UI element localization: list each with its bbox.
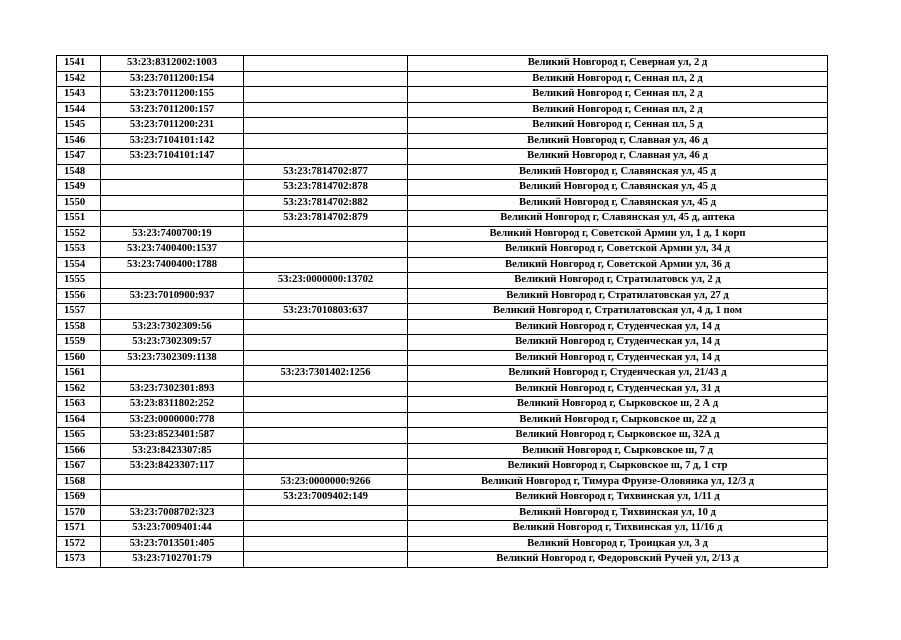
cadastral-number-cell: 53:23:0000000:778 (101, 412, 244, 428)
row-number-cell: 1572 (57, 536, 101, 552)
address-cell: Великий Новгород г, Славянская ул, 45 д, аптека (408, 211, 828, 227)
cadastral-number-alt-cell (244, 319, 408, 335)
row-number-cell: 1546 (57, 133, 101, 149)
table-row (57, 443, 828, 459)
row-number-cell: 1562 (57, 381, 101, 397)
table-row (57, 459, 828, 475)
cadastral-number-alt-cell (244, 288, 408, 304)
cadastral-number-alt-cell: 53:23:0000000:9266 (244, 474, 408, 490)
cadastral-number-cell: 53:23:7010900:937 (101, 288, 244, 304)
address-cell: Великий Новгород г, Федоровский Ручей ул, 2/13 д (408, 552, 828, 568)
address-cell: Великий Новгород г, Славная ул, 46 д (408, 133, 828, 149)
address-cell: Великий Новгород г, Стратилатовск ул, 2 д (408, 273, 828, 289)
cadastral-number-alt-cell: 53:23:7814702:879 (244, 211, 408, 227)
cadastral-number-cell (101, 164, 244, 180)
address-cell: Великий Новгород г, Сенная пл, 5 д (408, 118, 828, 134)
address-cell: Великий Новгород г, Стратилатовская ул, 4 д, 1 пом (408, 304, 828, 320)
cadastral-number-alt-cell (244, 87, 408, 103)
cadastral-number-alt-cell (244, 521, 408, 537)
address-cell: Великий Новгород г, Сенная пл, 2 д (408, 102, 828, 118)
cadastral-number-cell (101, 180, 244, 196)
row-number-cell: 1541 (57, 56, 101, 72)
cadastral-number-cell: 53:23:7400700:19 (101, 226, 244, 242)
table-row (57, 211, 828, 227)
cadastral-number-alt-cell (244, 443, 408, 459)
address-cell: Великий Новгород г, Тимура Фрунзе-Оловянка ул, 12/3 д (408, 474, 828, 490)
cadastral-number-cell: 53:23:7013501:405 (101, 536, 244, 552)
cadastral-number-cell: 53:23:8312002:1003 (101, 56, 244, 72)
table-row (57, 490, 828, 506)
row-number-cell: 1561 (57, 366, 101, 382)
row-number-cell: 1569 (57, 490, 101, 506)
cadastral-number-cell: 53:23:7104101:147 (101, 149, 244, 165)
address-cell: Великий Новгород г, Сырковское ш, 7 д, 1 стр (408, 459, 828, 475)
address-cell: Великий Новгород г, Советской Армии ул, 34 д (408, 242, 828, 258)
cadastral-number-cell: 53:23:7302309:56 (101, 319, 244, 335)
cadastral-number-alt-cell (244, 242, 408, 258)
address-cell: Великий Новгород г, Славная ул, 46 д (408, 149, 828, 165)
cadastral-number-cell: 53:23:7302301:893 (101, 381, 244, 397)
row-number-cell: 1545 (57, 118, 101, 134)
cadastral-number-cell: 53:23:7008702:323 (101, 505, 244, 521)
cadastral-number-cell: 53:23:7011200:231 (101, 118, 244, 134)
cadastral-number-cell: 53:23:7011200:157 (101, 102, 244, 118)
table-row (57, 474, 828, 490)
cadastral-number-alt-cell: 53:23:0000000:13702 (244, 273, 408, 289)
cadastral-number-alt-cell: 53:23:7814702:882 (244, 195, 408, 211)
row-number-cell: 1566 (57, 443, 101, 459)
cadastral-number-cell: 53:23:7400400:1537 (101, 242, 244, 258)
cadastral-number-cell: 53:23:7302309:57 (101, 335, 244, 351)
cadastral-number-alt-cell (244, 226, 408, 242)
row-number-cell: 1554 (57, 257, 101, 273)
address-cell: Великий Новгород г, Сенная пл, 2 д (408, 71, 828, 87)
cadastral-number-cell: 53:23:7104101:142 (101, 133, 244, 149)
row-number-cell: 1544 (57, 102, 101, 118)
table-row (57, 552, 828, 568)
cadastral-number-alt-cell (244, 552, 408, 568)
table-row (57, 195, 828, 211)
row-number-cell: 1573 (57, 552, 101, 568)
cadastral-number-alt-cell: 53:23:7301402:1256 (244, 366, 408, 382)
address-cell: Великий Новгород г, Студенческая ул, 21/43 д (408, 366, 828, 382)
address-cell: Великий Новгород г, Тихвинская ул, 1/11 д (408, 490, 828, 506)
cadastral-number-alt-cell (244, 459, 408, 475)
row-number-cell: 1552 (57, 226, 101, 242)
row-number-cell: 1548 (57, 164, 101, 180)
table-row (57, 335, 828, 351)
row-number-cell: 1542 (57, 71, 101, 87)
cadastral-number-alt-cell (244, 412, 408, 428)
table-row (57, 288, 828, 304)
address-cell: Великий Новгород г, Тихвинская ул, 11/16 д (408, 521, 828, 537)
row-number-cell: 1563 (57, 397, 101, 413)
cadastral-number-cell: 53:23:8423307:117 (101, 459, 244, 475)
row-number-cell: 1565 (57, 428, 101, 444)
address-cell: Великий Новгород г, Троицкая ул, 3 д (408, 536, 828, 552)
cadastral-number-cell (101, 490, 244, 506)
table-row (57, 412, 828, 428)
table-row (57, 87, 828, 103)
row-number-cell: 1550 (57, 195, 101, 211)
row-number-cell: 1549 (57, 180, 101, 196)
cadastral-number-alt-cell (244, 335, 408, 351)
address-cell: Великий Новгород г, Советской Армии ул, 36 д (408, 257, 828, 273)
address-cell: Великий Новгород г, Славянская ул, 45 д (408, 195, 828, 211)
table-row (57, 304, 828, 320)
cadastral-number-cell (101, 211, 244, 227)
address-cell: Великий Новгород г, Славянская ул, 45 д (408, 180, 828, 196)
table-row (57, 428, 828, 444)
cadastral-number-alt-cell (244, 536, 408, 552)
table-row (57, 257, 828, 273)
table-row (57, 521, 828, 537)
address-cell: Великий Новгород г, Студенческая ул, 14 д (408, 350, 828, 366)
cadastral-number-cell: 53:23:7102701:79 (101, 552, 244, 568)
row-number-cell: 1568 (57, 474, 101, 490)
address-cell: Великий Новгород г, Студенческая ул, 14 д (408, 319, 828, 335)
property-registry-table (56, 55, 828, 568)
cadastral-number-cell: 53:23:7400400:1788 (101, 257, 244, 273)
cadastral-number-cell: 53:23:7302309:1138 (101, 350, 244, 366)
cadastral-number-alt-cell (244, 133, 408, 149)
address-cell: Великий Новгород г, Сенная пл, 2 д (408, 87, 828, 103)
cadastral-number-alt-cell (244, 102, 408, 118)
address-cell: Великий Новгород г, Сырковское ш, 2 А д (408, 397, 828, 413)
address-cell: Великий Новгород г, Сырковское ш, 7 д (408, 443, 828, 459)
row-number-cell: 1560 (57, 350, 101, 366)
address-cell: Великий Новгород г, Стратилатовская ул, 27 д (408, 288, 828, 304)
cadastral-number-alt-cell (244, 149, 408, 165)
cadastral-number-alt-cell (244, 56, 408, 72)
cadastral-number-alt-cell (244, 71, 408, 87)
cadastral-number-alt-cell (244, 381, 408, 397)
row-number-cell: 1547 (57, 149, 101, 165)
cadastral-number-alt-cell (244, 350, 408, 366)
cadastral-number-alt-cell (244, 428, 408, 444)
cadastral-number-alt-cell (244, 257, 408, 273)
table-row (57, 118, 828, 134)
table-row (57, 350, 828, 366)
cadastral-number-cell (101, 304, 244, 320)
cadastral-number-cell: 53:23:8423307:85 (101, 443, 244, 459)
row-number-cell: 1571 (57, 521, 101, 537)
row-number-cell: 1556 (57, 288, 101, 304)
address-cell: Великий Новгород г, Сырковское ш, 32А д (408, 428, 828, 444)
address-cell: Великий Новгород г, Славянская ул, 45 д (408, 164, 828, 180)
address-cell: Великий Новгород г, Студенческая ул, 31 д (408, 381, 828, 397)
address-cell: Великий Новгород г, Тихвинская ул, 10 д (408, 505, 828, 521)
table-row (57, 180, 828, 196)
address-cell: Великий Новгород г, Советской Армии ул, 1 д, 1 корп (408, 226, 828, 242)
row-number-cell: 1559 (57, 335, 101, 351)
row-number-cell: 1543 (57, 87, 101, 103)
table-row (57, 226, 828, 242)
cadastral-number-cell (101, 366, 244, 382)
row-number-cell: 1558 (57, 319, 101, 335)
row-number-cell: 1564 (57, 412, 101, 428)
cadastral-number-cell: 53:23:8523401:587 (101, 428, 244, 444)
table-row (57, 273, 828, 289)
cadastral-number-cell: 53:23:7011200:154 (101, 71, 244, 87)
cadastral-number-cell (101, 273, 244, 289)
table-row (57, 102, 828, 118)
cadastral-number-cell: 53:23:7009401:44 (101, 521, 244, 537)
cadastral-number-alt-cell: 53:23:7814702:878 (244, 180, 408, 196)
table-row (57, 397, 828, 413)
registry-table-body (57, 56, 828, 568)
table-row (57, 536, 828, 552)
table-row (57, 164, 828, 180)
cadastral-number-cell (101, 474, 244, 490)
table-row (57, 56, 828, 72)
table-row (57, 133, 828, 149)
table-row (57, 366, 828, 382)
cadastral-number-alt-cell: 53:23:7010803:637 (244, 304, 408, 320)
cadastral-number-cell: 53:23:8311802:252 (101, 397, 244, 413)
cadastral-number-alt-cell: 53:23:7814702:877 (244, 164, 408, 180)
row-number-cell: 1570 (57, 505, 101, 521)
cadastral-number-alt-cell (244, 118, 408, 134)
row-number-cell: 1553 (57, 242, 101, 258)
cadastral-number-alt-cell (244, 397, 408, 413)
table-row (57, 71, 828, 87)
cadastral-number-cell: 53:23:7011200:155 (101, 87, 244, 103)
address-cell: Великий Новгород г, Студенческая ул, 14 д (408, 335, 828, 351)
cadastral-number-cell (101, 195, 244, 211)
row-number-cell: 1567 (57, 459, 101, 475)
address-cell: Великий Новгород г, Сырковское ш, 22 д (408, 412, 828, 428)
row-number-cell: 1557 (57, 304, 101, 320)
table-row (57, 505, 828, 521)
address-cell: Великий Новгород г, Северная ул, 2 д (408, 56, 828, 72)
row-number-cell: 1551 (57, 211, 101, 227)
table-row (57, 381, 828, 397)
row-number-cell: 1555 (57, 273, 101, 289)
table-row (57, 242, 828, 258)
cadastral-number-alt-cell: 53:23:7009402:149 (244, 490, 408, 506)
table-row (57, 149, 828, 165)
cadastral-number-alt-cell (244, 505, 408, 521)
table-row (57, 319, 828, 335)
